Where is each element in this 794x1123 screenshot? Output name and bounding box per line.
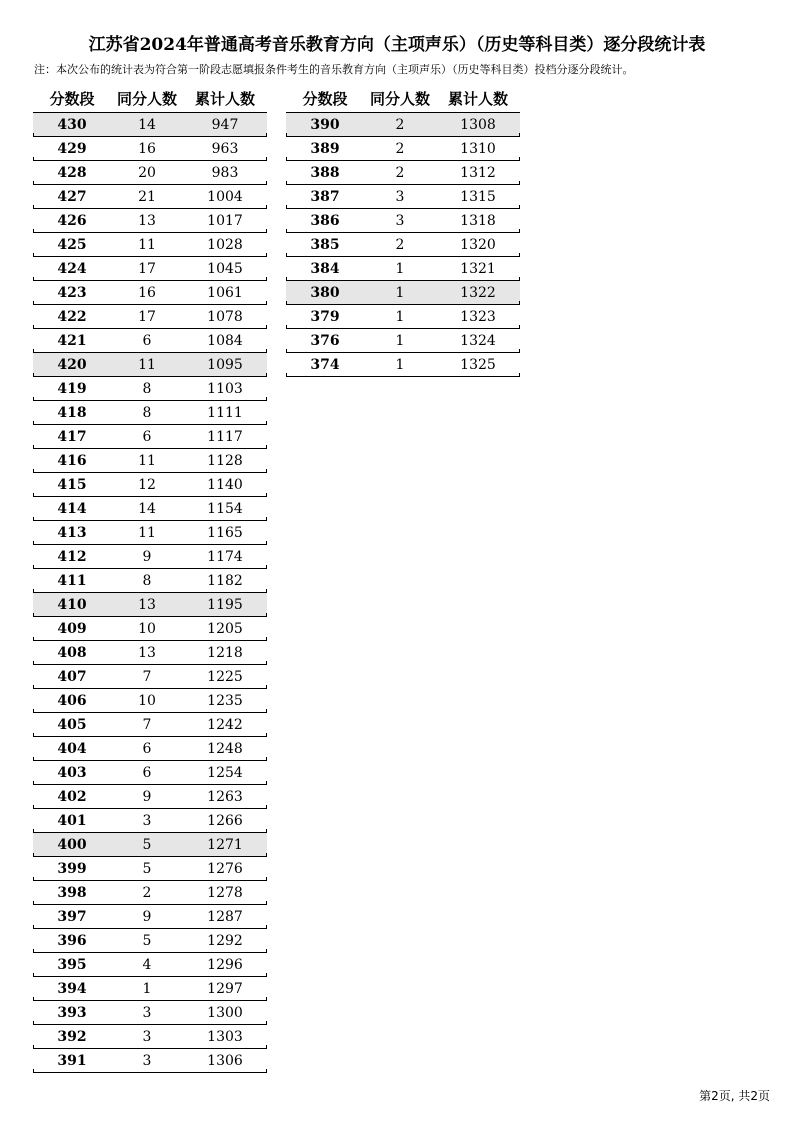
table-row: [33, 1001, 267, 1025]
table-row: [33, 905, 267, 929]
row-cumulative: 1095: [207, 356, 243, 373]
table-header: [33, 84, 267, 112]
header-same-count: 同分人数: [116, 89, 177, 108]
row-score: 404: [57, 740, 87, 757]
row-cumulative: 1312: [460, 164, 496, 181]
row-same-count: 6: [142, 332, 152, 349]
row-same-count: 10: [138, 620, 156, 637]
row-cumulative: 1320: [460, 236, 496, 253]
row-same-count: 12: [138, 476, 156, 493]
table-row: [33, 713, 267, 737]
row-same-count: 16: [138, 284, 156, 301]
table-row: [33, 593, 267, 617]
row-same-count: 2: [395, 164, 405, 181]
row-same-count: 14: [138, 500, 156, 517]
row-same-count: 5: [142, 860, 152, 877]
row-score: 399: [57, 860, 87, 877]
row-score: 376: [310, 332, 340, 349]
header-score: 分数段: [49, 89, 95, 108]
table-row: [33, 353, 267, 377]
row-same-count: 9: [142, 548, 152, 565]
table-body: [286, 112, 520, 377]
row-score: 430: [57, 116, 87, 133]
row-score: 428: [57, 164, 87, 181]
row-cumulative: 1195: [207, 596, 243, 613]
row-same-count: 9: [142, 788, 152, 805]
row-same-count: 17: [138, 260, 156, 277]
table-row: [286, 161, 520, 185]
table-row: [33, 881, 267, 905]
table-row: [286, 305, 520, 329]
row-cumulative: 1276: [207, 860, 243, 877]
row-same-count: 4: [142, 956, 152, 973]
row-same-count: 3: [142, 812, 152, 829]
row-score: 374: [310, 356, 340, 373]
table-note: 注：本次公布的统计表为符合第一阶段志愿填报条件考生的音乐教育方向（主项声乐）（历史等科目类）投档分逐分段统计。: [34, 63, 634, 76]
score-table-right: [286, 84, 520, 377]
row-cumulative: 1287: [207, 908, 243, 925]
row-cumulative: 1174: [207, 548, 243, 565]
row-score: 400: [57, 836, 87, 853]
row-score: 422: [57, 308, 87, 325]
row-same-count: 1: [395, 284, 405, 301]
row-score: 413: [57, 524, 87, 541]
row-cumulative: 1300: [207, 1004, 243, 1021]
header-same-count: 同分人数: [369, 89, 430, 108]
table-row: [33, 377, 267, 401]
row-same-count: 5: [142, 836, 152, 853]
row-score: 417: [57, 428, 87, 445]
row-same-count: 11: [138, 356, 156, 373]
table-row: [33, 953, 267, 977]
row-cumulative: 1045: [207, 260, 243, 277]
table-row: [286, 209, 520, 233]
table-row: [33, 857, 267, 881]
row-score: 405: [57, 716, 87, 733]
row-score: 423: [57, 284, 87, 301]
table-row: [286, 353, 520, 377]
table-row: [33, 425, 267, 449]
row-score: 408: [57, 644, 87, 661]
row-score: 414: [57, 500, 87, 517]
table-row: [33, 329, 267, 353]
row-cumulative: 1140: [207, 476, 243, 493]
row-cumulative: 1310: [460, 140, 496, 157]
row-same-count: 8: [142, 380, 152, 397]
row-cumulative: 1218: [207, 644, 243, 661]
row-cumulative: 1061: [207, 284, 243, 301]
table-row: [286, 281, 520, 305]
row-cumulative: 1117: [207, 428, 243, 445]
table-row: [33, 545, 267, 569]
row-same-count: 1: [395, 260, 405, 277]
row-score: 426: [57, 212, 87, 229]
row-score: 415: [57, 476, 87, 493]
table-body: [33, 112, 267, 1073]
header-score: 分数段: [302, 89, 348, 108]
row-score: 385: [310, 236, 340, 253]
row-same-count: 2: [395, 236, 405, 253]
row-score: 416: [57, 452, 87, 469]
row-score: 384: [310, 260, 340, 277]
table-row: [33, 257, 267, 281]
table-row: [33, 497, 267, 521]
row-cumulative: 1028: [207, 236, 243, 253]
table-row: [286, 185, 520, 209]
row-cumulative: 1254: [207, 764, 243, 781]
table-row: [33, 809, 267, 833]
row-same-count: 16: [138, 140, 156, 157]
row-same-count: 8: [142, 404, 152, 421]
row-cumulative: 1235: [207, 692, 243, 709]
row-score: 419: [57, 380, 87, 397]
row-cumulative: 1324: [460, 332, 496, 349]
row-cumulative: 1004: [207, 188, 243, 205]
header-cumulative: 累计人数: [194, 89, 255, 108]
row-cumulative: 1078: [207, 308, 243, 325]
header-cumulative: 累计人数: [447, 89, 508, 108]
table-row: [33, 665, 267, 689]
row-score: 398: [57, 884, 87, 901]
row-cumulative: 1182: [207, 572, 243, 589]
row-cumulative: 1322: [460, 284, 496, 301]
table-row: [33, 569, 267, 593]
row-cumulative: 1165: [207, 524, 243, 541]
row-same-count: 3: [142, 1028, 152, 1045]
row-score: 406: [57, 692, 87, 709]
row-same-count: 5: [142, 932, 152, 949]
table-row: [33, 209, 267, 233]
row-cumulative: 1325: [460, 356, 496, 373]
table-row: [33, 761, 267, 785]
row-score: 411: [57, 572, 87, 589]
table-row: [33, 281, 267, 305]
row-same-count: 2: [142, 884, 152, 901]
table-row: [286, 329, 520, 353]
table-row: [286, 257, 520, 281]
score-table-left: [33, 84, 267, 1073]
row-same-count: 7: [142, 716, 152, 733]
row-score: 396: [57, 932, 87, 949]
row-same-count: 20: [138, 164, 156, 181]
table-row: [33, 233, 267, 257]
row-score: 397: [57, 908, 87, 925]
table-row: [33, 161, 267, 185]
row-same-count: 1: [395, 308, 405, 325]
row-same-count: 3: [142, 1004, 152, 1021]
table-row: [33, 449, 267, 473]
row-score: 392: [57, 1028, 87, 1045]
row-score: 425: [57, 236, 87, 253]
row-score: 391: [57, 1052, 87, 1069]
row-same-count: 13: [138, 644, 156, 661]
row-cumulative: 1271: [207, 836, 243, 853]
table-row: [33, 113, 267, 137]
table-row: [33, 401, 267, 425]
row-same-count: 2: [395, 140, 405, 157]
table-row: [33, 737, 267, 761]
row-cumulative: 1103: [207, 380, 243, 397]
row-cumulative: 1017: [207, 212, 243, 229]
row-score: 429: [57, 140, 87, 157]
row-cumulative: 1323: [460, 308, 496, 325]
table-row: [33, 521, 267, 545]
page-title: 江苏省2024年普通高考音乐教育方向（主项声乐）（历史等科目类）逐分段统计表: [88, 35, 706, 55]
row-score: 395: [57, 956, 87, 973]
row-same-count: 6: [142, 740, 152, 757]
table-row: [286, 137, 520, 161]
table-row: [33, 473, 267, 497]
row-same-count: 14: [138, 116, 156, 133]
row-cumulative: 1084: [207, 332, 243, 349]
row-same-count: 1: [395, 356, 405, 373]
row-score: 409: [57, 620, 87, 637]
row-same-count: 21: [138, 188, 156, 205]
row-score: 390: [310, 116, 340, 133]
row-cumulative: 1242: [207, 716, 243, 733]
row-cumulative: 1128: [207, 452, 243, 469]
row-cumulative: 1278: [207, 884, 243, 901]
row-score: 424: [57, 260, 87, 277]
row-same-count: 1: [395, 332, 405, 349]
table-row: [286, 233, 520, 257]
row-cumulative: 1321: [460, 260, 496, 277]
row-score: 393: [57, 1004, 87, 1021]
row-score: 401: [57, 812, 87, 829]
row-same-count: 3: [395, 212, 405, 229]
row-same-count: 8: [142, 572, 152, 589]
table-header: [286, 84, 520, 112]
page-number: 第2页, 共2页: [699, 1089, 770, 1103]
row-cumulative: 947: [211, 116, 239, 133]
row-same-count: 10: [138, 692, 156, 709]
row-same-count: 11: [138, 524, 156, 541]
row-cumulative: 1297: [207, 980, 243, 997]
row-same-count: 9: [142, 908, 152, 925]
row-cumulative: 1315: [460, 188, 496, 205]
row-score: 379: [310, 308, 340, 325]
row-cumulative: 1205: [207, 620, 243, 637]
row-score: 387: [310, 188, 340, 205]
row-same-count: 1: [142, 980, 152, 997]
row-score: 420: [57, 356, 87, 373]
row-score: 418: [57, 404, 87, 421]
row-cumulative: 983: [211, 164, 239, 181]
table-row: [33, 833, 267, 857]
row-score: 394: [57, 980, 87, 997]
row-cumulative: 1266: [207, 812, 243, 829]
row-same-count: 3: [142, 1052, 152, 1069]
row-cumulative: 1248: [207, 740, 243, 757]
row-same-count: 11: [138, 236, 156, 253]
row-cumulative: 1306: [207, 1052, 243, 1069]
row-cumulative: 1318: [460, 212, 496, 229]
row-score: 421: [57, 332, 87, 349]
table-row: [33, 305, 267, 329]
row-same-count: 13: [138, 212, 156, 229]
row-same-count: 6: [142, 428, 152, 445]
row-same-count: 11: [138, 452, 156, 469]
table-row: [33, 785, 267, 809]
table-row: [33, 137, 267, 161]
row-cumulative: 1292: [207, 932, 243, 949]
table-row: [33, 1049, 267, 1073]
row-cumulative: 1225: [207, 668, 243, 685]
row-same-count: 13: [138, 596, 156, 613]
row-cumulative: 963: [211, 140, 239, 157]
row-same-count: 7: [142, 668, 152, 685]
row-cumulative: 1296: [207, 956, 243, 973]
row-cumulative: 1263: [207, 788, 243, 805]
row-score: 403: [57, 764, 87, 781]
row-same-count: 17: [138, 308, 156, 325]
row-score: 410: [57, 596, 87, 613]
row-cumulative: 1111: [207, 404, 243, 421]
table-row: [33, 689, 267, 713]
table-row: [286, 113, 520, 137]
row-score: 402: [57, 788, 87, 805]
row-score: 412: [57, 548, 87, 565]
table-row: [33, 1025, 267, 1049]
table-row: [33, 617, 267, 641]
table-row: [33, 929, 267, 953]
row-score: 386: [310, 212, 340, 229]
row-same-count: 3: [395, 188, 405, 205]
row-cumulative: 1303: [207, 1028, 243, 1045]
row-score: 427: [57, 188, 87, 205]
row-same-count: 6: [142, 764, 152, 781]
row-score: 380: [310, 284, 340, 301]
table-row: [33, 977, 267, 1001]
row-cumulative: 1308: [460, 116, 496, 133]
row-score: 389: [310, 140, 340, 157]
row-same-count: 2: [395, 116, 405, 133]
row-score: 407: [57, 668, 87, 685]
row-cumulative: 1154: [207, 500, 243, 517]
table-row: [33, 641, 267, 665]
table-row: [33, 185, 267, 209]
row-score: 388: [310, 164, 340, 181]
